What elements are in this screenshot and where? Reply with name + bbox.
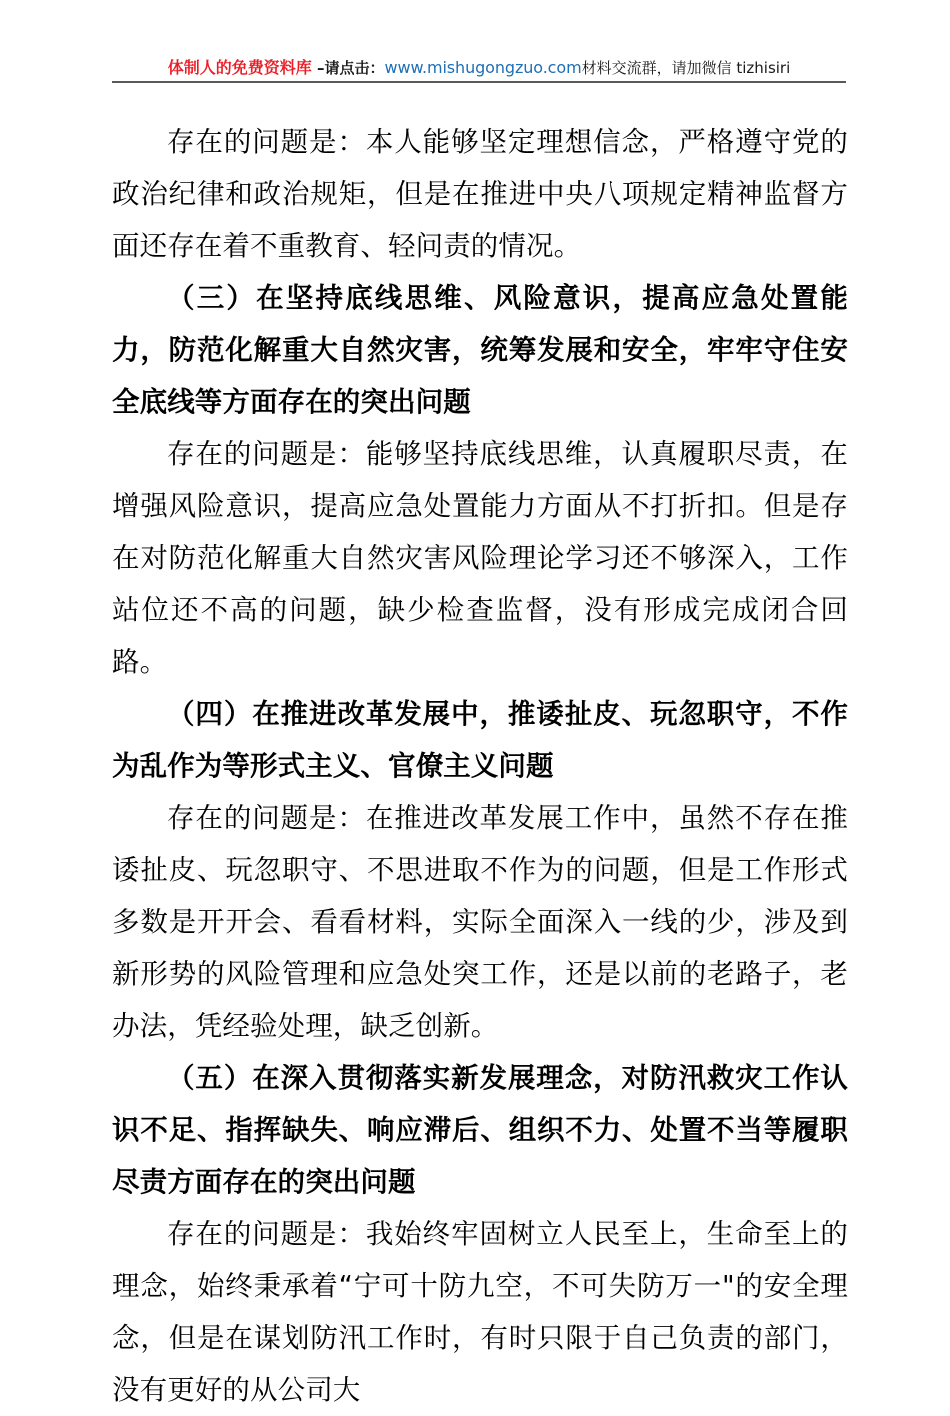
page-header-watermark (112, 58, 846, 83)
header-click-prompt: –请点击： (311, 59, 385, 77)
document-body (112, 116, 848, 1416)
heading-section-five: （五）在深入贯彻落实新发展理念，对防汛救灾工作认识不足、指挥缺失、响应滞后、组织不力、处置不当等履职尽责方面存在的突出问题 (112, 1062, 848, 1198)
header-wechat-id: tizhisiri (731, 59, 791, 77)
header-website-link[interactable]: www.mishugongzuo.com (384, 58, 582, 77)
header-group-label: 材料交流群，请加微信 (581, 59, 732, 77)
paragraph-problem-3: 存在的问题是：在推进改革发展工作中，虽然不存在推诿扯皮、玩忽职守、不思进取不作为的问题，但是工作形式多数是开开会、看看材料，实际全面深入一线的少，涉及到新形势的风险管理和应急处突工作，还是以前的老路子，老办法，凭经验处理，缺乏创新。 (112, 802, 848, 1042)
header-brand-label: 体制人的免费资料库 (167, 58, 312, 77)
heading-section-four: （四）在推进改革发展中，推诿扯皮、玩忽职守，不作为乱作为等形式主义、官僚主义问题 (112, 698, 848, 782)
header-text-line (168, 59, 791, 77)
heading-section-three: （三）在坚持底线思维、风险意识，提高应急处置能力，防范化解重大自然灾害，统筹发展和安全，牢牢守住安全底线等方面存在的突出问题 (112, 282, 848, 418)
paragraph-problem-2: 存在的问题是：能够坚持底线思维，认真履职尽责，在增强风险意识，提高应急处置能力方面从不打折扣。但是存在对防范化解重大自然灾害风险理论学习还不够深入，工作站位还不高的问题，缺少检查监督，没有形成完成闭合回路。 (112, 438, 848, 678)
paragraph-problem-1: 存在的问题是：本人能够坚定理想信念，严格遵守党的政治纪律和政治规矩，但是在推进中央八项规定精神监督方面还存在着不重教育、轻问责的情况。 (112, 126, 848, 262)
paragraph-problem-4: 存在的问题是：我始终牢固树立人民至上，生命至上的理念，始终秉承着“宁可十防九空，不可失防万一"的安全理念，但是在谋划防汛工作时，有时只限于自己负责的部门，没有更好的从公司大 (112, 1218, 848, 1406)
